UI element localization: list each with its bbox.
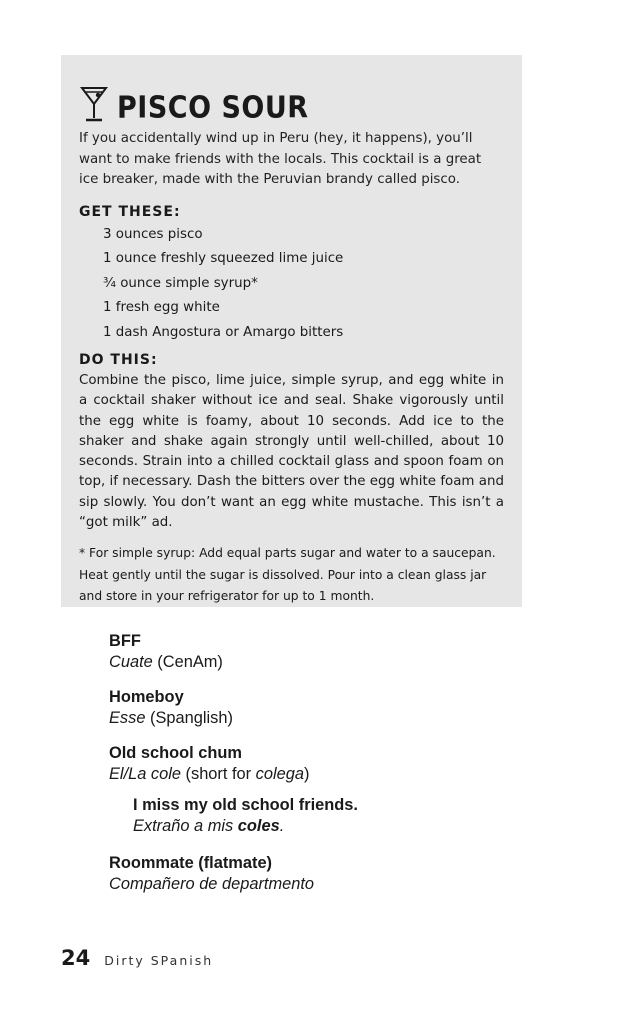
page-footer [61,946,213,970]
directions-heading: DO THIS: [79,352,158,368]
cocktail-glass-icon [79,85,109,123]
list-item: 1 ounce freshly squeezed lime juice [103,251,344,266]
vocab-translation: Compañero de departmento [109,875,315,893]
vocab-term: Old school chum [109,744,242,762]
vocab-entry [109,743,549,785]
example-sentence [133,795,549,837]
page-number: 24 [61,946,91,970]
vocab-term: Roommate (flatmate) [109,854,273,872]
vocab-entry [109,853,549,895]
recipe-intro: If you accidentally wind up in Peru (hey, it happens), you’ll want to make friends with the locals. This cocktail is a great ice breaker, made with the Peruvian brandy called pisco. [79,131,482,187]
list-item: 3 ounces pisco [103,226,203,242]
directions-text: Combine the pisco, lime juice, simple syrup, and egg white in a cocktail shaker without ice and seal. Shake vigorously until the egg white is foamy, about 10 seconds. Add ice to the shaker and shake again strongly until well-chilled, about 10 seconds. Strain into a chilled cocktail glass and spoon foam on top, if necessary. Dash the bitters over the egg white foam and sip slowly. You don’t want an egg white mustache. This isn’t a “got milk” ad. [79,373,504,531]
recipe-sidebar [61,55,522,607]
ingredients-list [103,223,504,346]
vocab-translation: El/La cole (short for colega) [109,765,310,783]
vocab-translation: Esse (Spanglish) [109,709,233,727]
book-title: Dirty SPanish [104,953,214,968]
list-item: 1 fresh egg white [103,300,220,315]
vocab-term: BFF [109,632,141,650]
vocab-list [109,631,549,909]
recipe-title: PISCO SOUR [117,90,309,126]
list-item: 1 dash Angostura or Amargo bitters [103,324,344,340]
list-item: ³⁄₄ ounce simple syrup* [103,275,258,291]
vocab-entry [109,631,549,673]
ingredients-heading: GET THESE: [79,203,181,220]
vocab-translation: Cuate (CenAm) [109,653,223,671]
vocab-term: Homeboy [109,688,184,706]
vocab-entry [109,687,549,729]
example-english: I miss my old school friends. [133,796,358,814]
recipe-title-row [79,83,504,126]
footnote: * For simple syrup: Add equal parts sugar and water to a saucepan. Heat gently until the sugar is dissolved. Pour into a clean glass jar and store in your refrigerator for up to 1 month. [79,546,496,603]
example-spanish: Extraño a mis coles. [133,817,285,835]
